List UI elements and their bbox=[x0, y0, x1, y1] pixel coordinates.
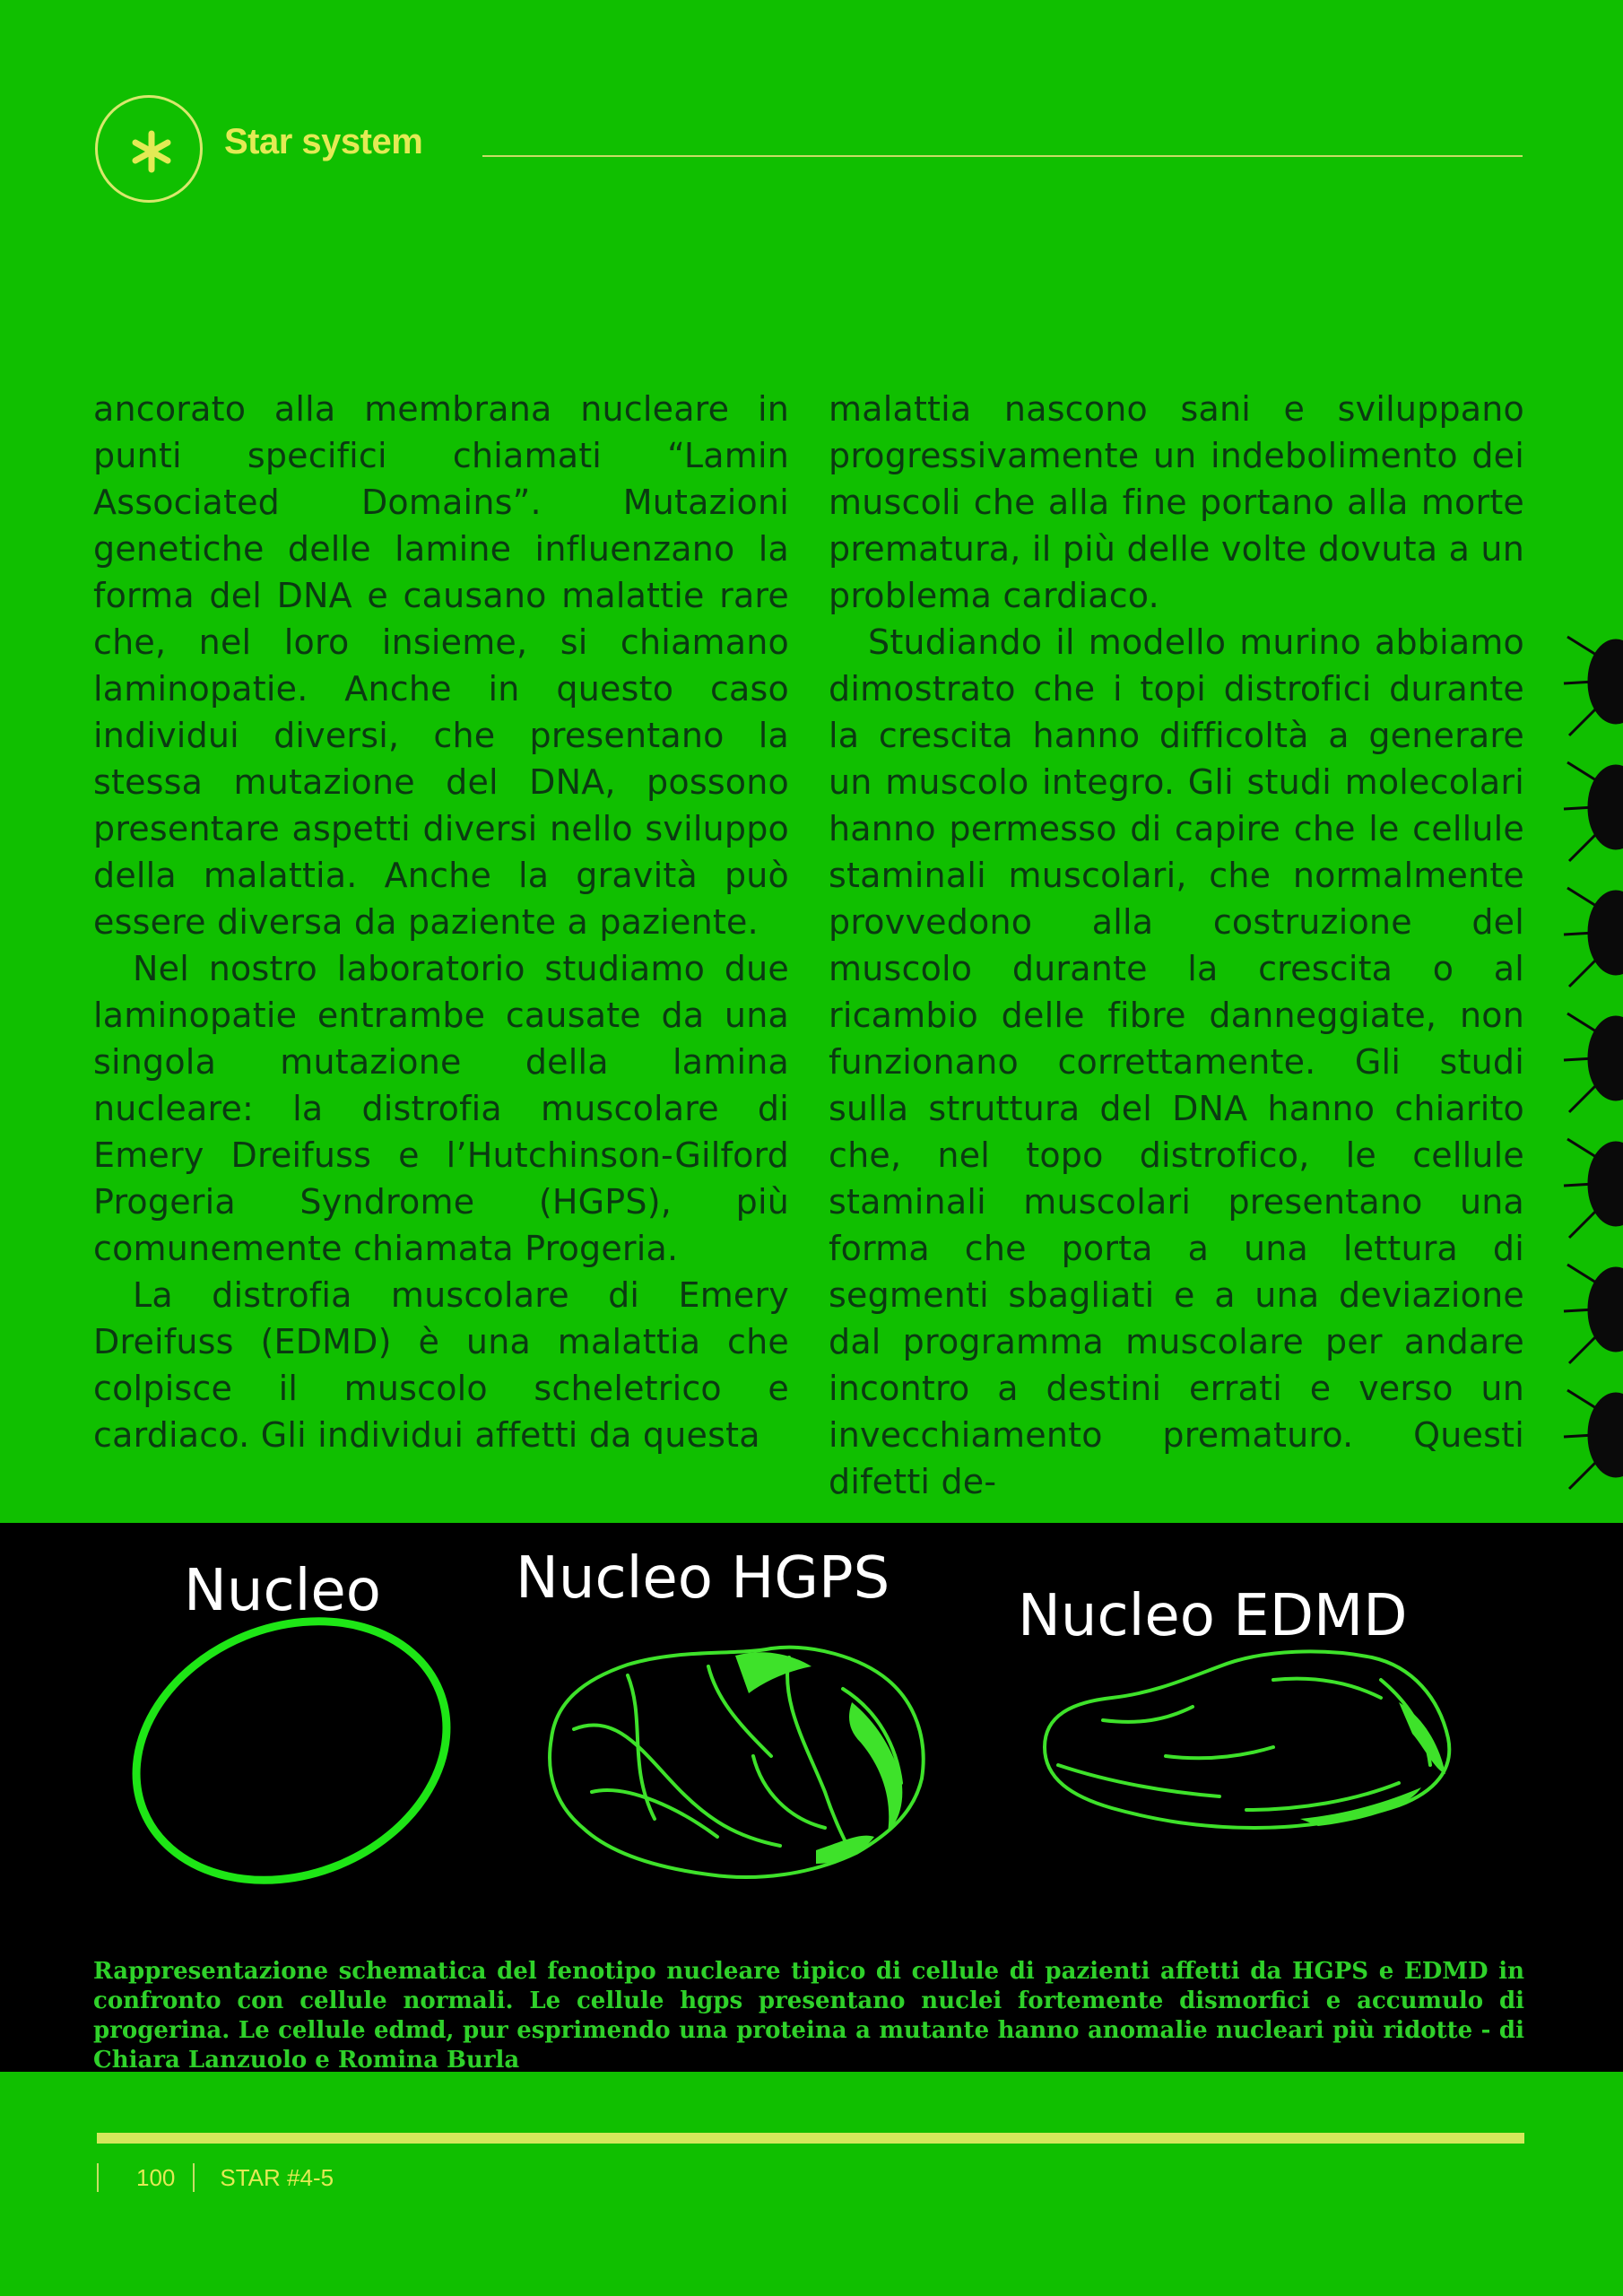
issue-label: STAR #4-5 bbox=[220, 2163, 334, 2191]
label-hgps-nucleus: Nucleo HGPS bbox=[516, 1545, 890, 1612]
footer-separator bbox=[193, 2163, 195, 2192]
paragraph: ancorato alla membrana nucleare in punti specifici chiamati “Lamin Associated Domains”. Mutazioni genetiche delle lamine influenzano la forma del DNA e causano malattie rare che, nel loro insieme, si chiamano laminopatie. Anche in questo caso individui diversi, che presentano la stessa mutazione del DNA, possono presentare aspetti diversi nello sviluppo della malattia. Anche la gravità può essere diversa da paziente a paziente. bbox=[93, 389, 789, 942]
label-normal-nucleus: Nucleo bbox=[184, 1558, 381, 1624]
label-edmd-nucleus: Nucleo EDMD bbox=[1018, 1583, 1408, 1649]
beetle-decoration bbox=[1560, 610, 1623, 1525]
normal-nucleus-shape bbox=[97, 1576, 485, 1925]
figure-caption: Rappresentazione schematica del fenotipo nucleare tipico di cellule di pazienti affetti da HGPS e EDMD in confronto con cellule normali. Le cellule hgps presentano nuclei fortemente dismorfici e accumulo di progerina. Le cellule edmd, pur esprimendo una proteina a mutante hanno anomalie nucleari più ridotte - di Chiara Lanzuolo e Romina Burla bbox=[93, 1958, 1524, 2074]
page-footer bbox=[97, 2160, 334, 2196]
paragraph: Nel nostro laboratorio studiamo due laminopatie entrambe causate da una singola mutazione della lamina nucleare: la distrofia muscolare di Emery Dreifuss e l’Hutchinson-Gilford Progeria Syndrome (HGPS), più comunemente chiamata Progeria. bbox=[93, 949, 789, 1268]
footer-separator bbox=[97, 2163, 99, 2192]
footer-divider bbox=[97, 2133, 1524, 2144]
text-column-right bbox=[829, 386, 1524, 1505]
section-title: Star system bbox=[224, 122, 423, 161]
header-divider bbox=[482, 155, 1523, 157]
page-header bbox=[95, 95, 1523, 208]
page-number: 100 bbox=[136, 2163, 176, 2191]
nucleus-figure bbox=[0, 1523, 1623, 2072]
paragraph: La distrofia muscolare di Emery Dreifuss (EDMD) è una malattia che colpisce il muscolo scheletrico e cardiaco. Gli individui affetti da questa bbox=[93, 1275, 789, 1455]
text-column-left bbox=[93, 386, 789, 1458]
star-logo-icon bbox=[95, 95, 203, 203]
paragraph: malattia nascono sani e sviluppano progressivamente un indebolimento dei muscoli che alla fine portano alla morte prematura, il più delle volte dovuta a un problema cardiaco. bbox=[829, 389, 1524, 615]
paragraph: Studiando il modello murino abbiamo dimostrato che i topi distrofici durante la crescita hanno difficoltà a generare un muscolo integro. Gli studi molecolari hanno permesso di capire che le cellule staminali muscolari, che normalmente provvedono alla costruzione del muscolo durante la crescita o al ricambio delle fibre danneggiate, non funzionano correttamente. Gli studi sulla struttura del DNA hanno chiarito che, nel topo distrofico, le cellule staminali muscolari presentano una forma che porta a una lettura di segmenti sbagliati e a una deviazione dal programma muscolare per andare incontro a destini errati e verso un invecchiamento prematuro. Questi difetti de- bbox=[829, 622, 1524, 1501]
